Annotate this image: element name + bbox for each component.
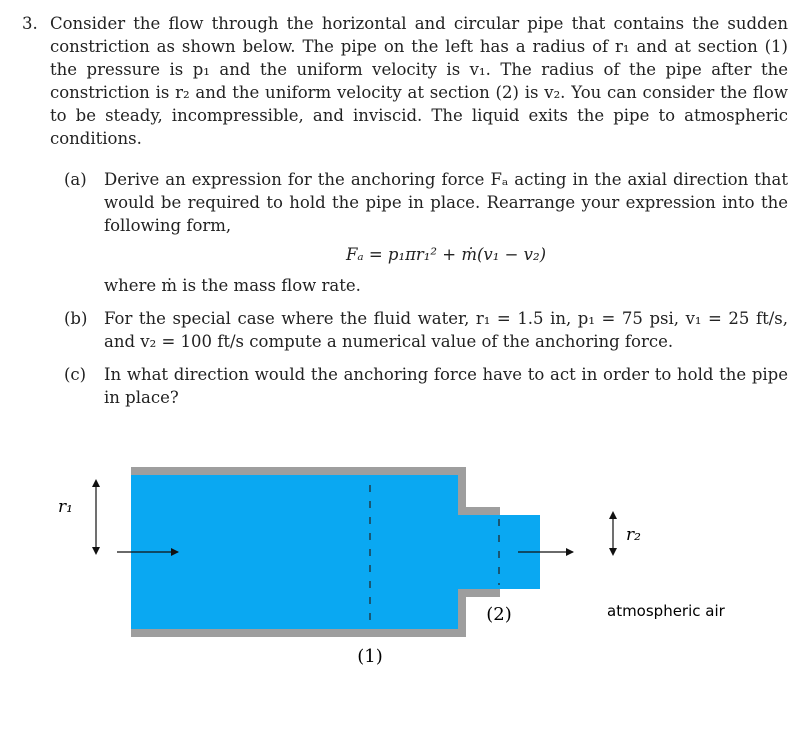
problem-statement (22, 12, 788, 150)
r1-label: r₁ (58, 497, 73, 517)
part-a-body (104, 168, 788, 297)
problem-parts (64, 168, 788, 409)
section-2-label: (2) (486, 604, 512, 625)
part-a-where: where ṁ is the mass flow rate. (104, 276, 361, 295)
problem-3 (22, 12, 788, 419)
part-c-text: In what direction would the anchoring force have to act in order to hold the pipe in place? (104, 365, 788, 407)
pipe-diagram (0, 455, 801, 685)
part-a-text: Derive an expression for the anchoring force Fₐ acting in the axial direction that would be required to hold the pipe in place. Rearrange your expression into the following form, (104, 170, 788, 235)
problem-number: 3. (22, 14, 38, 33)
part-b (64, 307, 788, 353)
atmospheric-air-label: atmospheric air (607, 602, 725, 620)
r2-label: r₂ (626, 525, 641, 545)
part-b-text: For the special case where the fluid water, r₁ = 1.5 in, p₁ = 75 psi, v₁ = 25 ft/s, and v₂ = 100 ft/s compute a numerical value of the anchoring force. (104, 309, 788, 351)
part-a-label: (a) (64, 170, 87, 189)
problem-intro: Consider the flow through the horizontal and circular pipe that contains the sudden constriction as shown below. The pipe on the left has a radius of r₁ and at section (1) the pressure is p₁ and the uniform velocity is v₁. The radius of the pipe after the constriction is r₂ and the uniform velocity at section (2) is v₂. You can consider the flow to be steady, incompressible, and inviscid. The liquid exits the pipe to atmospheric conditions. (50, 14, 788, 148)
part-b-label: (b) (64, 309, 88, 328)
part-c-label: (c) (64, 365, 87, 384)
anchoring-force-equation: Fₐ = p₁πr₁² + ṁ(v₁ − v₂) (345, 245, 547, 264)
part-c (64, 363, 788, 409)
part-a (64, 168, 788, 297)
water-large-section (131, 475, 458, 629)
section-1-label: (1) (357, 646, 383, 667)
